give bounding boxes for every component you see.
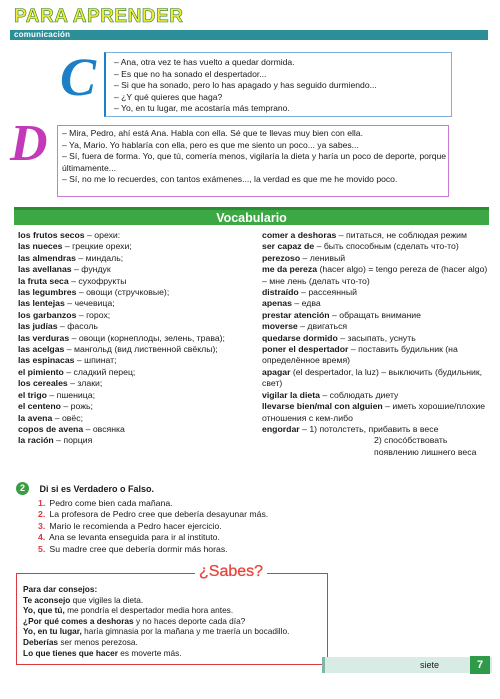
dialog-line: – Ya, Mario. Yo hablaría con ella, pero es que me siento un poco... ya sabes...	[62, 139, 359, 150]
sabes-text: haría gimnasia por la mañana y me traería un bocadillo.	[81, 626, 290, 637]
sabes-line	[23, 605, 289, 616]
vocabulary-definition: – грецкие орехи;	[62, 241, 132, 252]
vocabulary-term: los frutos secos	[18, 230, 85, 240]
vocabulary-term: las almendras	[18, 252, 76, 263]
vocabulary-definition: – иметь хорошие/плохие отношения с кем-либо	[262, 401, 486, 423]
vocabulary-entry	[18, 230, 250, 241]
exercise-item-number: 1.	[38, 498, 46, 508]
vocabulary-left-column	[18, 230, 250, 447]
vocabulary-term: las judías	[18, 321, 58, 332]
dialog-line: – Mira, Pedro, ahí está Ana. Habla con ella. Sé que te llevas muy bien con ella.	[62, 128, 363, 138]
vocabulary-entry	[18, 367, 250, 378]
sabes-box	[16, 563, 328, 665]
vocabulary-definition: – 1) потолстеть, прибавить в весе	[299, 423, 439, 434]
exercise-2	[16, 480, 486, 554]
vocabulary-term: las legumbres	[18, 287, 77, 298]
vocabulary-entry	[262, 321, 494, 332]
vocabulary-entry	[18, 298, 250, 309]
vocabulary-entry	[262, 367, 494, 390]
exercise-item-text: Su madre cree que debería dormir más horas.	[49, 543, 228, 554]
page-word: siete	[420, 660, 440, 670]
vocabulary-definition: – фасоль	[57, 321, 98, 332]
exercise-item-text: Mario le recomienda a Pedro hacer ejercicio.	[49, 520, 222, 531]
vocabulary-definition: – быть способным (сделать что-то)	[314, 241, 459, 252]
dialog-line: – Si que ha sonado, pero lo has apagado y has seguido durmiendo...	[114, 80, 377, 91]
vocabulary-term: poner el despertador	[262, 344, 349, 355]
vocabulary-entry	[262, 435, 494, 458]
dialog-line: – ¿Y qué quieres que haga?	[114, 91, 223, 102]
vocabulary-term: distraído	[262, 287, 299, 298]
vocabulary-definition: (el despertador, la luz) – выключить (будильник, свет)	[262, 366, 483, 389]
sabes-key-phrase: Para dar consejos:	[23, 584, 98, 594]
sabes-line	[23, 626, 289, 637]
exercise-item	[38, 544, 458, 555]
vocabulary-term: perezoso	[262, 252, 301, 263]
vocabulary-right-column	[262, 230, 494, 458]
exercise-item-text: Pedro come bien cada mañana.	[49, 498, 173, 508]
vocabulary-entry	[18, 321, 250, 332]
vocabulary-entry	[18, 344, 250, 355]
vocabulary-term: me da pereza	[262, 264, 318, 275]
exercise-item-text: Ana se levanta enseguida para ir al instituto.	[48, 532, 220, 543]
vocabulary-entry	[262, 333, 494, 344]
vocabulary-definition: – горох;	[76, 309, 111, 320]
vocabulary-entry	[18, 333, 250, 344]
vocabulary-term: apagar	[262, 366, 291, 377]
dialog-letter-d: D	[10, 115, 48, 172]
vocabulary-term: moverse	[262, 321, 298, 332]
vocabulary-entry	[262, 253, 494, 264]
dialog-line: – Es que no ha sonado el despertador...	[114, 68, 267, 79]
vocabulary-definition: – миндаль;	[75, 252, 124, 263]
sabes-line	[23, 595, 289, 606]
vocabulary-definition: – фундук	[71, 264, 111, 275]
vocabulary-term: la ración	[18, 435, 54, 446]
sabes-text: ser menos perezosa.	[58, 636, 138, 647]
sabes-key-phrase: Yo, que tú,	[23, 605, 65, 616]
vocabulary-entry	[262, 264, 494, 287]
vocabulary-entry	[18, 390, 250, 401]
vocabulary-definition: (hacer algo) = tengo pereza de (hacer algo) – мне лень (делать что-то)	[262, 264, 488, 286]
dialog-line: – Yo, en tu lugar, me acostaría más temprano.	[114, 103, 290, 114]
vocabulary-entry	[262, 424, 494, 435]
sabes-text: me pondría el despertador media hora antes.	[64, 605, 234, 616]
vocabulary-entry	[18, 310, 250, 321]
vocabulary-entry	[18, 424, 250, 435]
exercise-item-text: La profesora de Pedro cree que debería desayunar más.	[49, 509, 269, 520]
sabes-text: es moverte más.	[117, 647, 182, 658]
dialog-box-c	[104, 52, 452, 117]
vocabulary-definition: – соблюдать диету	[319, 389, 399, 400]
vocabulary-definition: – злаки;	[67, 378, 103, 389]
vocabulary-definition: – ленивый	[300, 252, 346, 263]
exercise-item	[38, 498, 458, 509]
vocabulary-entry	[18, 287, 250, 298]
sabes-line	[23, 648, 289, 659]
vocabulary-entry	[18, 253, 250, 264]
vocabulary-entry	[262, 390, 494, 401]
vocabulary-definition: – пшеница;	[46, 389, 96, 400]
vocabulary-entry	[262, 298, 494, 309]
vocabulary-entry	[262, 401, 494, 424]
vocabulary-entry	[18, 413, 250, 424]
vocabulary-term: la fruta seca	[18, 275, 69, 286]
dialog-line: – Ana, otra vez te has vuelto a quedar dormida.	[114, 57, 295, 67]
sabes-lines	[23, 584, 289, 658]
vocabulary-definition: – овощи (корнеплоды, зелень, трава);	[69, 332, 225, 343]
vocabulary-entry	[18, 264, 250, 275]
section-subtitle: comunicación	[14, 30, 71, 39]
vocabulary-entry	[262, 310, 494, 321]
vocabulary-term: el trigo	[18, 389, 47, 400]
vocabulary-entry	[262, 344, 494, 367]
vocabulary-term: las acelgas	[18, 344, 65, 355]
vocabulary-definition: 2) спосóбствовать появлению лишнего веса	[374, 435, 477, 457]
vocabulary-term: las verduras	[18, 332, 70, 343]
vocabulary-definition: – сухофрукты	[68, 275, 127, 286]
vocabulary-term: engordar	[262, 423, 300, 434]
exercise-item-number: 4.	[38, 532, 46, 543]
exercise-item-number: 3.	[38, 520, 46, 531]
sabes-line	[23, 584, 289, 595]
vocabulary-definition: – орехи:	[84, 230, 121, 240]
sabes-text: que vigiles la dieta.	[70, 594, 144, 605]
vocabulary-term: el pimiento	[18, 366, 64, 377]
vocabulary-banner	[14, 207, 489, 225]
sabes-key-phrase: Lo que tienes que hacer	[23, 647, 118, 658]
vocabulary-definition: – засыпать, уснуть	[337, 332, 416, 343]
vocabulary-term: quedarse dormido	[262, 332, 338, 343]
dialog-box-d	[57, 125, 449, 197]
vocabulary-entry	[262, 287, 494, 298]
sabes-key-phrase: Te aconsejo	[23, 594, 71, 605]
vocabulary-entry	[18, 241, 250, 252]
sabes-key-phrase: Deberías	[23, 636, 59, 647]
sabes-title: ¿Sabes?	[195, 563, 267, 581]
exercise-number-badge: 2	[16, 482, 29, 495]
exercise-instruction: Di si es Verdadero o Falso.	[39, 483, 154, 494]
vocabulary-term: copos de avena	[18, 423, 84, 434]
exercise-item-number: 2.	[38, 509, 46, 520]
vocabulary-definition: – овсянка	[83, 423, 125, 434]
vocabulary-definition: – мангольд (вид лиственной свёклы);	[64, 344, 218, 355]
vocabulary-term: vigilar la dieta	[262, 389, 320, 400]
vocabulary-definition: – поставить будильник (на определённое время)	[262, 344, 458, 366]
vocabulary-term: las espinacas	[18, 355, 75, 366]
vocabulary-term: comer a deshoras	[262, 230, 337, 240]
vocabulary-definition: – рожь;	[60, 401, 93, 412]
vocabulary-term: las nueces	[18, 241, 63, 252]
vocabulary-title: Vocabulario	[216, 211, 287, 225]
vocabulary-definition: – едва	[291, 298, 321, 309]
vocabulary-definition: – шпинат;	[74, 355, 117, 366]
dialog-line: – Sí, fuera de forma. Yo, que tú, comería menos, vigilaría la dieta y haría un poco de deporte, porque últimamente...	[62, 151, 447, 173]
exercise-item	[38, 532, 458, 543]
dialog-line: – Sí, no me lo recuerdes, con tantos exámenes..., la verdad es que me he movido poco.	[62, 174, 398, 185]
vocabulary-term: llevarse bien/mal con alguien	[262, 401, 383, 412]
vocabulary-definition: – двигаться	[297, 321, 348, 332]
vocabulary-definition: – питаться, не соблюдая режим	[336, 230, 468, 240]
exercise-item-number: 5.	[38, 543, 46, 554]
vocabulary-term: las avellanas	[18, 264, 72, 275]
vocabulary-definition: – овощи (стручковые);	[76, 287, 170, 298]
vocabulary-entry	[18, 355, 250, 366]
vocabulary-term: ser capaz de	[262, 241, 315, 252]
vocabulary-entry	[262, 230, 494, 241]
vocabulary-term: las lentejas	[18, 298, 65, 309]
vocabulary-definition: – овёс;	[52, 412, 83, 423]
sabes-line	[23, 616, 289, 627]
dialog-letter-c: C	[60, 47, 97, 107]
vocabulary-term: prestar atención	[262, 309, 330, 320]
exercise-list	[38, 498, 458, 555]
sabes-key-phrase: ¿Por qué comes a deshoras	[23, 615, 134, 626]
vocabulary-term: los cereales	[18, 378, 68, 389]
section-title: PARA APRENDER	[14, 6, 184, 27]
vocabulary-term: apenas	[262, 298, 292, 309]
vocabulary-term: la avena	[18, 412, 53, 423]
vocabulary-entry	[18, 435, 250, 446]
vocabulary-definition: – порция	[53, 435, 93, 446]
vocabulary-definition: – обращать внимание	[329, 309, 421, 320]
exercise-item	[38, 509, 458, 520]
page-number: 7	[470, 656, 490, 674]
sabes-line	[23, 637, 289, 648]
vocabulary-definition: – рассеянный	[298, 287, 357, 298]
vocabulary-definition: – чечевица;	[64, 298, 115, 309]
vocabulary-entry	[18, 276, 250, 287]
section-bar	[10, 30, 488, 40]
vocabulary-entry	[18, 401, 250, 412]
vocabulary-term: los garbanzos	[18, 309, 77, 320]
sabes-text: y no haces deporte cada día?	[133, 615, 246, 626]
vocabulary-definition: – сладкий перец;	[63, 366, 136, 377]
vocabulary-entry	[262, 241, 494, 252]
footer-bar	[322, 657, 492, 673]
vocabulary-term: el centeno	[18, 401, 61, 412]
vocabulary-entry	[18, 378, 250, 389]
sabes-key-phrase: Yo, en tu lugar,	[23, 626, 82, 637]
exercise-item	[38, 521, 458, 532]
